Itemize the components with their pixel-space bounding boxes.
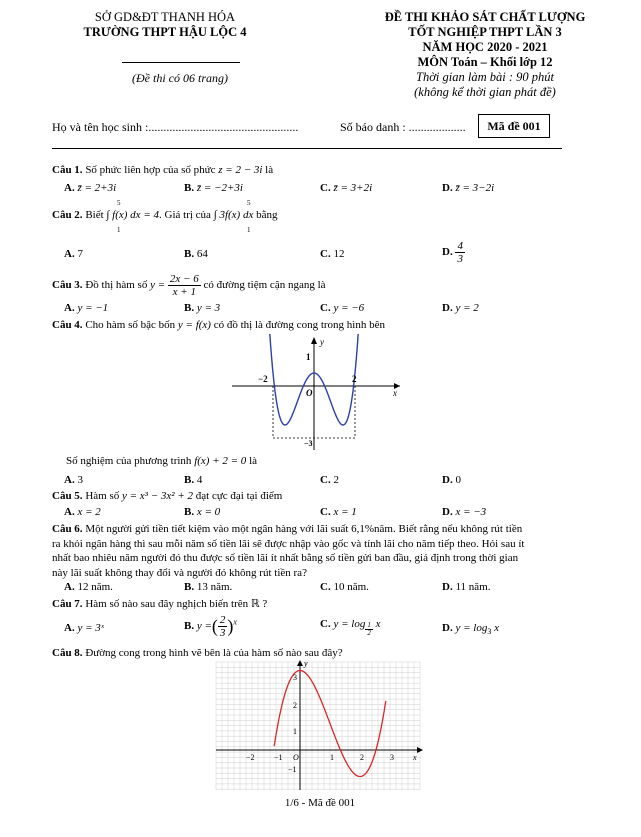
q5-b-label[interactable]: B. <box>184 506 195 518</box>
time-note: (không kể thời gian phát đề) <box>414 85 556 99</box>
q4-b-label[interactable]: B. <box>184 474 195 486</box>
q6-line-1: Một người gửi tiền tiết kiệm vào một ngân hàng với lãi suất 6,1%năm. Biết rằng nếu không rút tiền <box>85 523 523 535</box>
q5-a-label[interactable]: A. <box>64 506 75 518</box>
q2-text: Biết <box>85 209 104 221</box>
graph1-tick-top: 1 <box>306 352 311 362</box>
graph2-tick-x-2: 2 <box>360 753 364 762</box>
graph2-tick-y-2: 2 <box>293 701 297 710</box>
q7-d-arg: x <box>494 622 499 634</box>
q4-a-label[interactable]: A. <box>64 474 75 486</box>
graph2-y-label: y <box>304 659 308 668</box>
graph1-origin: O <box>306 388 313 398</box>
q1-c-label[interactable]: C. <box>320 182 331 194</box>
q4-sub-expr: f(x) + 2 = 0 <box>194 455 247 467</box>
quartic-graph <box>228 334 404 452</box>
q2-a-label[interactable]: A. <box>64 248 75 260</box>
q1-d-label[interactable]: D. <box>442 182 453 194</box>
q6-d-label[interactable]: D. <box>442 581 453 593</box>
q2-options <box>64 240 604 268</box>
question-7 <box>52 597 592 611</box>
q6-line-2: ra khỏi ngân hàng thì sau mỗi năm số tiền lãi sẽ được nhập vào gốc và tính lãi cho năm tiếp theo. Hỏi sau ít <box>52 537 525 550</box>
question-3 <box>52 273 592 298</box>
q6-b-label[interactable]: B. <box>184 581 195 593</box>
q5-d-label[interactable]: D. <box>442 506 453 518</box>
q7-c-base <box>365 622 373 637</box>
q5-c-value: x = 1 <box>333 506 357 518</box>
q1-options <box>64 182 604 196</box>
q5-options <box>64 506 604 520</box>
q4-tail: có đồ thị là đường cong trong hình bên <box>213 319 385 331</box>
q3-b-label[interactable]: B. <box>184 302 195 314</box>
q7-c-value: y = log <box>333 618 366 630</box>
q6-line-3: nhất bao nhiêu năm người đó thu được số tiền lãi ít nhất bằng số tiền gửi ban đầu, giả định trong thời gian <box>52 552 519 564</box>
q2-upper-2: 5 <box>247 199 251 207</box>
q2-tail: bằng <box>256 209 278 221</box>
q2-integral-2: ∫ 3f(x) dx <box>213 209 254 221</box>
page-footer: 1/6 - Mã đề 001 <box>284 797 356 809</box>
q4-c-value: 2 <box>333 474 339 486</box>
graph2-tick-x-3: 3 <box>390 753 394 762</box>
question-6 <box>52 522 592 580</box>
q1-text: Số phức liên hợp của số phức <box>85 164 216 176</box>
question-5 <box>52 489 592 503</box>
graph1-tick-right: 2 <box>352 374 357 384</box>
graph2-tick-x-m1: −1 <box>274 753 283 762</box>
student-name-label: Họ và tên học sinh :.................................................. <box>52 120 299 134</box>
q1-tail: là <box>265 164 274 176</box>
exam-title-1: ĐỀ THI KHẢO SÁT CHẤT LƯỢNG <box>384 10 586 24</box>
cubic-graph <box>214 658 426 792</box>
school-header <box>40 10 290 40</box>
q6-c-label[interactable]: C. <box>320 581 331 593</box>
q7-c-base-num: 1 <box>367 621 371 629</box>
header-divider <box>122 62 240 63</box>
q6-a-label[interactable]: A. <box>64 581 75 593</box>
q3-c-value: y = −6 <box>333 302 365 314</box>
school-name: TRƯỜNG THPT HẬU LỘC 4 <box>83 25 247 39</box>
q4-text: Cho hàm số bậc bốn <box>85 319 176 331</box>
q6-options <box>64 581 604 595</box>
q5-b-value: x = 0 <box>196 506 221 518</box>
graph2-tick-y-m1: −1 <box>288 765 297 774</box>
q5-expr: y = x³ − 3x² + 2 <box>121 490 193 502</box>
q5-text: Hàm số <box>85 490 120 502</box>
q3-d-label[interactable]: D. <box>442 302 453 314</box>
graph2-tick-y-1: 1 <box>293 727 297 736</box>
graph2-tick-x-m2: −2 <box>246 753 255 762</box>
q3-c-label[interactable]: C. <box>320 302 331 314</box>
q7-options: A. y = 3ˣ B. y =( $\frac{2}{3}$ )$^x$ C. y = log $\frac{1}{2}$ x D. $y = \log_3 x$ <box>64 614 499 639</box>
q7-b-num: 2 <box>219 614 226 626</box>
q2-c-label[interactable]: C. <box>320 248 331 260</box>
q7-a-value: y = 3ˣ <box>77 622 104 634</box>
q2-b-label[interactable]: B. <box>184 248 195 260</box>
q2-integral-1: ∫ f(x) dx = 4 <box>106 209 159 221</box>
q6-c-value: 10 năm. <box>333 581 369 593</box>
q1-d-value: z̄ = 3−2i <box>455 182 495 194</box>
q4-a-value: 3 <box>77 474 83 486</box>
q7-b-den: 3 <box>219 627 226 639</box>
graph2-tick-y-3: 3 <box>293 673 297 682</box>
q7-a-label[interactable]: A. <box>64 622 75 634</box>
q1-number: Câu 1. <box>52 164 83 176</box>
q2-lower-2: 1 <box>247 226 251 234</box>
q3-number: Câu 3. <box>52 279 83 292</box>
q4-d-value: 0 <box>455 474 461 486</box>
q1-b-label[interactable]: B. <box>184 182 195 194</box>
q4-c-label[interactable]: C. <box>320 474 331 486</box>
q2-a-value: 7 <box>77 248 83 260</box>
q4-expr: y = f(x) <box>177 319 211 331</box>
q5-tail: đạt cực đại tại điểm <box>195 490 283 502</box>
q2-number: Câu 2. <box>52 209 83 221</box>
graph2-tick-x-1: 1 <box>330 753 334 762</box>
q7-d-base: 3 <box>487 627 492 637</box>
q1-expr: z = 2 − 3i <box>218 164 263 176</box>
q2-d-label[interactable]: D. <box>442 246 453 259</box>
graph1-y-arrow <box>311 337 317 344</box>
q7-c-label[interactable]: C. <box>320 618 331 630</box>
graph2-y-arrow <box>297 660 303 666</box>
q7-number: Câu 7. <box>52 598 83 610</box>
graph2-origin: O <box>293 753 299 762</box>
q5-a-value: x = 2 <box>77 506 101 518</box>
q5-d-value: x = −3 <box>455 506 487 518</box>
exam-title-2: TỐT NGHIỆP THPT LẦN 3 <box>408 25 562 39</box>
graph1-y-label: y <box>320 337 324 347</box>
q6-a-value: 12 năm. <box>77 581 113 593</box>
q7-c-base-den: 2 <box>367 629 371 637</box>
q3-lhs: y = <box>150 279 166 292</box>
department-name: SỞ GD&ĐT THANH HÓA <box>94 10 236 24</box>
question-4 <box>52 318 592 332</box>
page-count-note: (Đề thi có 06 trang) <box>132 71 228 85</box>
graph1-x-label: x <box>393 388 397 398</box>
graph2-x-label: x <box>413 753 417 762</box>
q2-d-fraction <box>455 240 465 265</box>
graph1-tick-bottom: −3 <box>304 439 313 448</box>
question-2 <box>52 208 592 222</box>
q3-frac-den: x + 1 <box>172 286 196 298</box>
q1-b-value: z̄ = −2+3i <box>196 182 243 194</box>
q7-b-exponent: x <box>233 617 237 627</box>
q7-b-fraction <box>218 614 228 639</box>
q8-text: Đường cong trong hình vẽ bên là của hàm số nào sau đây? <box>85 647 343 659</box>
q7-d-value: y = log <box>455 622 488 634</box>
q5-c-label[interactable]: C. <box>320 506 331 518</box>
q4-d-label[interactable]: D. <box>442 474 453 486</box>
q2-d-den: 3 <box>457 253 463 265</box>
student-id-label: Số báo danh : ................... <box>340 120 466 134</box>
q2-lower-1: 1 <box>117 226 121 234</box>
q7-text: Hàm số nào sau đây nghịch biến trên ℝ ? <box>85 598 268 610</box>
q3-b-value: y = 3 <box>196 302 221 314</box>
q2-d-num: 4 <box>457 240 463 252</box>
q3-options <box>64 302 604 316</box>
q3-a-value: y = −1 <box>77 302 109 314</box>
q2-upper-1: 5 <box>117 199 121 207</box>
school-year: NĂM HỌC 2020 - 2021 <box>422 40 548 54</box>
time-limit: Thời gian làm bài : 90 phút <box>416 70 554 84</box>
q1-a-label[interactable]: A. <box>64 182 75 194</box>
q3-d-value: y = 2 <box>455 302 479 314</box>
q6-number: Câu 6. <box>52 523 83 535</box>
q1-c-value: z̄ = 3+2i <box>333 182 373 194</box>
q2-b-value: 64 <box>196 248 208 260</box>
q3-frac-num: 2x − 6 <box>169 273 199 285</box>
q4-options <box>64 474 604 488</box>
q5-number: Câu 5. <box>52 490 83 502</box>
q4-sub-text: Số nghiệm của phương trình <box>66 455 192 467</box>
question-1 <box>52 163 592 177</box>
q3-a-label[interactable]: A. <box>64 302 75 314</box>
q7-d-label[interactable]: D. <box>442 622 453 634</box>
exam-code-box: Mã đề 001 <box>478 114 550 138</box>
q2-c-value: 12 <box>333 248 345 260</box>
graph2-grid <box>216 662 420 790</box>
q6-d-value: 11 năm. <box>455 581 491 593</box>
graph1-tick-left: −2 <box>258 374 268 384</box>
subject: MÔN Toán – Khối lớp 12 <box>417 55 553 69</box>
q7-b-lhs: y = <box>196 620 212 633</box>
question-4-sub <box>66 454 606 468</box>
q6-line-4: này lãi suất không thay đổi và người đó không rút tiền ra? <box>52 566 307 579</box>
q2-mid: . Giá trị của <box>159 209 211 221</box>
q3-text: Đồ thị hàm số <box>85 279 148 292</box>
exam-header <box>340 10 630 100</box>
q7-b-label[interactable]: B. <box>184 620 195 633</box>
q3-tail: có đường tiệm cận ngang là <box>203 279 326 292</box>
header-rule <box>52 148 562 149</box>
q1-a-value: z̄ = 2+3i <box>77 182 117 194</box>
q4-sub-tail: là <box>249 455 258 467</box>
q6-b-value: 13 năm. <box>196 581 233 593</box>
q4-number: Câu 4. <box>52 319 83 331</box>
q7-c-arg: x <box>375 618 381 630</box>
q8-number: Câu 8. <box>52 647 83 659</box>
q3-fraction <box>168 273 201 298</box>
q4-b-value: 4 <box>196 474 203 486</box>
